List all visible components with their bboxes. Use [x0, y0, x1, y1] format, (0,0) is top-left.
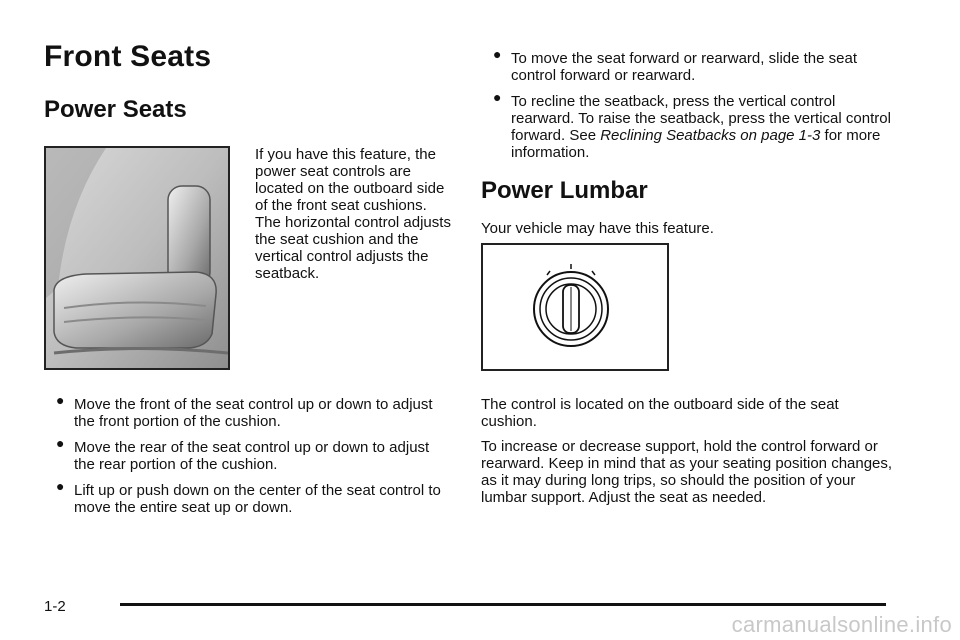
list-item: ● To move the seat forward or rearward, slide the seat control forward or rearward.: [493, 46, 857, 84]
bullet-icon: ●: [493, 46, 502, 62]
power-seats-intro: If you have this feature, the power seat controls are located on the outboard side of the front seat cushions. The horizontal control adjusts the seat cushion and the vertical control adjusts the seatback.: [255, 146, 451, 282]
cross-reference-link[interactable]: Reclining Seatbacks on page 1-3: [600, 127, 821, 144]
bullet-icon: ●: [56, 435, 65, 451]
bullet-icon: ●: [493, 89, 502, 105]
bullet-icon: ●: [56, 478, 65, 494]
lumbar-usage-text: To increase or decrease support, hold the control forward or rearward. Keep in mind that as your seating position changes, as it may during long trips, so should the position of your lumbar support. Adjust the seat as needed.: [481, 438, 893, 506]
bullet-icon: ●: [56, 392, 65, 408]
power-lumbar-heading: Power Lumbar: [481, 177, 648, 204]
watermark: carmanualsonline.info: [731, 612, 952, 637]
list-item: ● Lift up or push down on the center of the seat control to move the entire seat up or down.: [56, 478, 441, 516]
page-number: 1-2: [44, 598, 66, 615]
lumbar-knob-icon: [483, 245, 667, 369]
lumbar-control-illustration: [481, 243, 669, 371]
power-seat-control-photo: [44, 146, 230, 370]
footer-divider: [120, 603, 886, 606]
list-item: ● To recline the seatback, press the vertical control rearward. To raise the seatback, press the vertical control forward. See Reclining Seatbacks on page 1-3 for more information.: [493, 89, 891, 161]
seat-control-icon: [46, 148, 228, 368]
list-item: ● Move the front of the seat control up or down to adjust the front portion of the cushion.: [56, 392, 433, 430]
seat-adjust-bullet-list: [481, 46, 901, 170]
list-item: ● Move the rear of the seat control up or down to adjust the rear portion of the cushion.: [56, 435, 430, 473]
page-title: Front Seats: [44, 40, 212, 73]
power-lumbar-intro: Your vehicle may have this feature.: [481, 220, 714, 237]
power-seats-heading: Power Seats: [44, 96, 187, 123]
lumbar-location-text: The control is located on the outboard side of the seat cushion.: [481, 396, 839, 430]
power-seats-bullet-list: [44, 392, 444, 525]
